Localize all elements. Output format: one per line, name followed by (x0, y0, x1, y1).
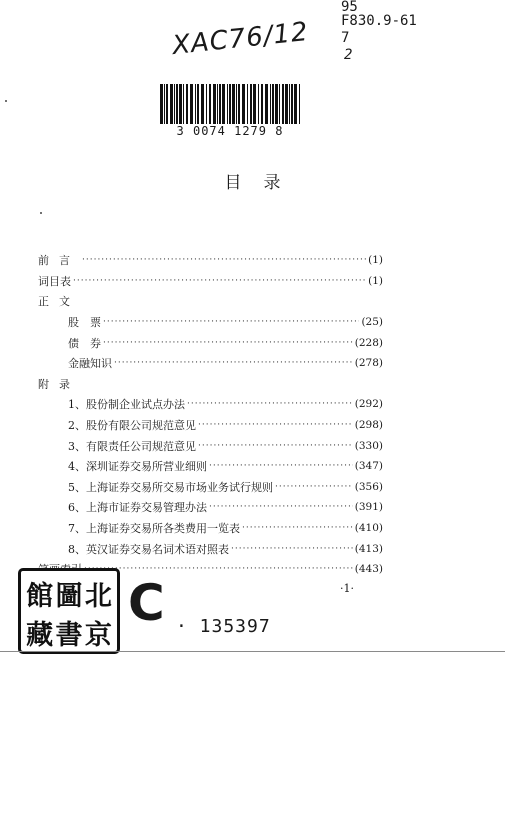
barcode-bar (222, 84, 225, 124)
toc-leader-dots (275, 482, 353, 492)
classification-line: 2 (344, 47, 353, 63)
toc-entry (38, 353, 383, 374)
toc-entry (38, 538, 383, 559)
toc-entry-title: 股 票 (68, 316, 101, 330)
stamp-char: 圖 (55, 581, 83, 612)
toc-entry (38, 456, 383, 477)
catalog-letter: C (128, 574, 165, 632)
barcode-bar (279, 84, 280, 124)
barcode-bar (176, 84, 178, 124)
stamp-char: 館 (26, 581, 54, 612)
barcode-bar (242, 84, 245, 124)
toc-leader-dots (187, 399, 353, 409)
classification-line: 7 (341, 30, 350, 46)
toc-entry-page: (278) (354, 357, 383, 370)
classification-line: F830.9-61 (341, 13, 417, 29)
toc-entry (38, 497, 383, 518)
toc-entry-title: 1、股份制企业试点办法 (68, 398, 185, 412)
page-number: ·1· (340, 582, 354, 595)
barcode-bar (179, 84, 182, 124)
toc-entry-page: (1) (368, 274, 383, 287)
toc-entry-title: 2、股份有限公司规范意见 (68, 419, 196, 433)
barcode-bar (253, 84, 256, 124)
toc-leader-dots (198, 420, 353, 430)
toc-entry (38, 312, 383, 333)
toc-leader-dots (242, 523, 353, 533)
toc-entry-title: 词目表 (38, 274, 71, 288)
toc-entry (38, 518, 383, 539)
barcode-bar (232, 84, 235, 124)
barcode-bar (261, 84, 263, 124)
toc-entry-page: (391) (354, 501, 383, 514)
toc-leader-dots (103, 317, 359, 327)
barcode-bar (209, 84, 211, 124)
barcode-bar (289, 84, 290, 124)
toc-entry-title: 债 券 (68, 336, 101, 350)
toc-entry-title: 8、英汉证券交易名词术语对照表 (68, 542, 229, 556)
barcode-bar (197, 84, 199, 124)
barcode-bar (285, 84, 288, 124)
toc-entry (38, 415, 383, 436)
toc-entry-page: (228) (354, 336, 383, 349)
toc-leader-dots (82, 255, 366, 265)
barcode-bar (174, 84, 175, 124)
barcode-bar (265, 84, 268, 124)
barcode-bar (275, 84, 278, 124)
barcode (160, 84, 300, 124)
toc-entry-page: (298) (354, 419, 383, 432)
toc-leader-dots (209, 502, 353, 512)
toc-entry-page: (443) (354, 563, 383, 576)
toc-entry-page: (410) (354, 522, 383, 535)
toc-entry-title: 附录 (38, 377, 80, 391)
barcode-bar (250, 84, 252, 124)
barcode-bar (294, 84, 297, 124)
page-title: 目录 (224, 173, 303, 193)
barcode-bar (170, 84, 173, 124)
toc-entry-page: (330) (354, 439, 383, 452)
barcode-bar (201, 84, 204, 124)
stamp-char: 書 (55, 620, 83, 651)
toc-entry-title: 5、上海证券交易所交易市场业务试行规则 (68, 480, 273, 494)
toc-entry-page: (25) (361, 316, 383, 329)
barcode-bar (213, 84, 216, 124)
barcode-bar (238, 84, 240, 124)
barcode-bar (217, 84, 218, 124)
toc-leader-dots (198, 441, 353, 451)
table-of-contents (38, 250, 383, 580)
page-edge-rule (0, 651, 505, 652)
barcode-bar (272, 84, 274, 124)
barcode-bar (291, 84, 293, 124)
barcode-bar (164, 84, 165, 124)
stamp-char: 北 (84, 581, 112, 612)
stamp-char: 藏 (26, 620, 54, 651)
scan-speck (40, 212, 42, 214)
toc-entry-title: 正文 (38, 295, 80, 309)
scan-speck (5, 100, 7, 102)
barcode-bar (258, 84, 259, 124)
barcode-bar (166, 84, 168, 124)
barcode-bar (227, 84, 228, 124)
toc-leader-dots (231, 544, 353, 554)
toc-leader-dots (209, 461, 353, 471)
barcode-bar (270, 84, 271, 124)
toc-entry-title: 3、有限责任公司规范意见 (68, 439, 196, 453)
toc-entry-title: 6、上海市证券交易管理办法 (68, 501, 207, 515)
barcode-bar (183, 84, 184, 124)
toc-entry (38, 271, 383, 292)
barcode-bar (206, 84, 207, 124)
toc-entry-page: (292) (354, 398, 383, 411)
toc-entry (38, 394, 383, 415)
barcode-bar (236, 84, 237, 124)
toc-leader-dots (103, 338, 353, 348)
toc-entry (38, 291, 383, 312)
stamp-char: 京 (84, 620, 112, 651)
barcode-bar (190, 84, 193, 124)
barcode-bar (195, 84, 196, 124)
toc-entry-title: 7、上海证券交易所各类费用一览表 (68, 522, 240, 536)
library-stamp (18, 568, 120, 654)
toc-entry (38, 435, 383, 456)
barcode-bar (219, 84, 221, 124)
toc-entry-page: (1) (368, 254, 383, 267)
toc-leader-dots (73, 276, 366, 286)
toc-entry (38, 477, 383, 498)
toc-entry-page: (413) (354, 542, 383, 555)
toc-entry-page: (356) (354, 480, 383, 493)
toc-entry (38, 250, 383, 271)
toc-entry-page: (347) (354, 460, 383, 473)
toc-entry (38, 332, 383, 353)
handwritten-call-number: XAC76/12 (170, 16, 310, 62)
barcode-bar (229, 84, 231, 124)
toc-entry (38, 374, 383, 395)
classification-number (341, 0, 417, 62)
toc-leader-dots (84, 564, 353, 574)
toc-entry-title: 金融知识 (68, 357, 112, 371)
barcode-bar (247, 84, 248, 124)
barcode-bar (186, 84, 188, 124)
barcode-number: 3 0074 1279 8 (176, 124, 284, 138)
barcode-bar (160, 84, 163, 124)
barcode-bar (282, 84, 284, 124)
classification-line: 95 (341, 0, 358, 15)
accession-number: · 135397 (176, 616, 271, 637)
toc-leader-dots (114, 358, 353, 368)
toc-entry-title: 4、深圳证券交易所营业细则 (68, 460, 207, 474)
barcode-bar (299, 84, 300, 124)
toc-entry-title: 前言 (38, 254, 80, 268)
